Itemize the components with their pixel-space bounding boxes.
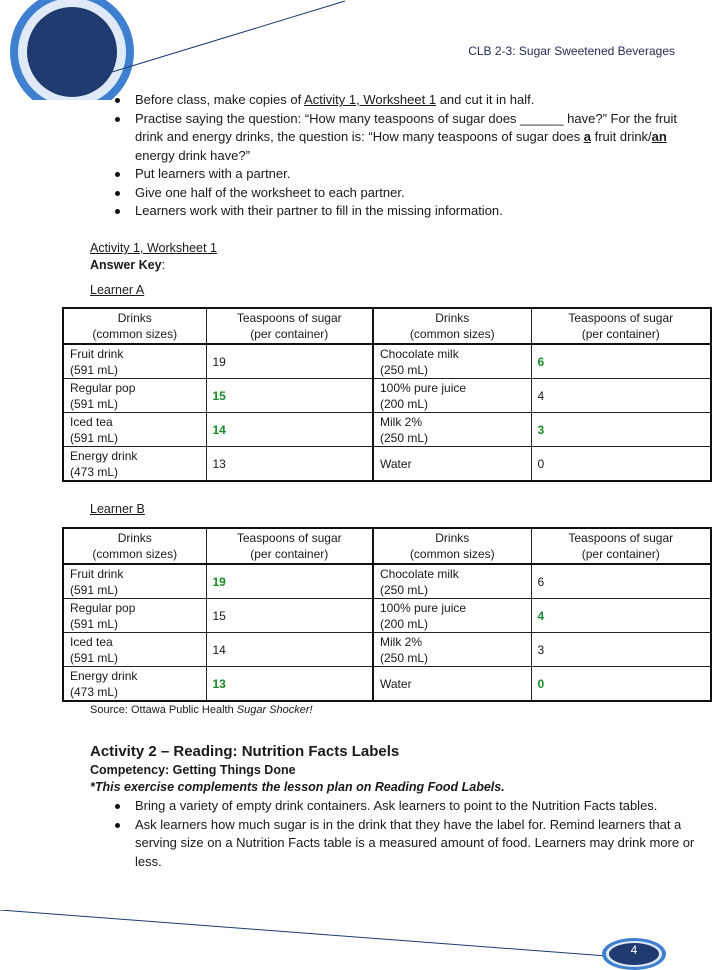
table-row: Regular pop (591 mL) 15 100% pure juice (200 mL) 4 — [63, 379, 711, 413]
list-item: Bring a variety of empty drink containers. Ask learners to point to the Nutrition Facts tables. — [112, 797, 702, 816]
sugar-value: 3 — [531, 633, 711, 667]
table-row: Iced tea (591 mL) 14 Milk 2% (250 mL) 3 — [63, 633, 711, 667]
activity1-title: Activity 1, Worksheet 1 — [90, 241, 217, 255]
source-citation: Source: Ottawa Public Health Sugar Shocker! — [90, 704, 313, 716]
lesson-note: *This exercise complements the lesson plan on Reading Food Labels. — [90, 780, 505, 794]
table-row: Energy drink (473 mL) 13 Water 0 — [63, 447, 711, 482]
activity2-title: Activity 2 – Reading: Nutrition Facts Labels — [90, 743, 400, 760]
learner-b-label: Learner B — [90, 502, 145, 516]
table-row: Energy drink (473 mL) 13 Water 0 — [63, 667, 711, 702]
table-row: Fruit drink (591 mL) 19 Chocolate milk (250 mL) 6 — [63, 344, 711, 379]
learner-a-table — [62, 307, 712, 482]
header-title: CLB 2-3: Sugar Sweetened Beverages — [468, 44, 675, 58]
col-header-teaspoons: Teaspoons of sugar (per container) — [531, 308, 711, 344]
answer-key-label: Answer Key — [90, 258, 162, 272]
sugar-answer: 14 — [206, 413, 373, 447]
sugar-answer: 13 — [206, 667, 373, 702]
col-header-teaspoons: Teaspoons of sugar (per container) — [206, 528, 373, 564]
activity2-list — [112, 797, 702, 871]
col-header-drinks: Drinks (common sizes) — [373, 308, 531, 344]
sugar-value: 19 — [206, 344, 373, 379]
table-row: Regular pop (591 mL) 15 100% pure juice (200 mL) 4 — [63, 599, 711, 633]
learner-a-label: Learner A — [90, 283, 145, 297]
col-header-teaspoons: Teaspoons of sugar (per container) — [206, 308, 373, 344]
col-header-teaspoons: Teaspoons of sugar (per container) — [531, 528, 711, 564]
intro-instructions-list — [112, 91, 682, 221]
activity1-heading: Activity 1, Worksheet 1 Answer Key: — [90, 241, 217, 272]
table-row: Iced tea (591 mL) 14 Milk 2% (250 mL) 3 — [63, 413, 711, 447]
footer-decoration — [0, 910, 713, 970]
sugar-answer: 0 — [531, 667, 711, 702]
sugar-value: 14 — [206, 633, 373, 667]
list-item: Give one half of the worksheet to each partner. — [112, 184, 682, 203]
sugar-value: 13 — [206, 447, 373, 482]
competency-label: Competency: Getting Things Done — [90, 763, 296, 777]
sugar-value: 6 — [531, 564, 711, 599]
list-item: Before class, make copies of Activity 1, Worksheet 1 and cut it in half. — [112, 91, 682, 110]
corner-decoration — [0, 0, 360, 100]
page-number: 4 — [630, 943, 638, 957]
sugar-value: 15 — [206, 599, 373, 633]
table-row: Fruit drink (591 mL) 19 Chocolate milk (250 mL) 6 — [63, 564, 711, 599]
list-item: Ask learners how much sugar is in the drink that they have the label for. Remind learners that a serving size on a Nutrition Facts table is a measured amount of food. Learners may drink more or less. — [112, 816, 702, 872]
sugar-answer: 6 — [531, 344, 711, 379]
col-header-drinks: Drinks (common sizes) — [63, 528, 206, 564]
col-header-drinks: Drinks (common sizes) — [373, 528, 531, 564]
learner-b-table — [62, 527, 712, 702]
col-header-drinks: Drinks (common sizes) — [63, 308, 206, 344]
sugar-answer: 3 — [531, 413, 711, 447]
sugar-value: 0 — [531, 447, 711, 482]
sugar-answer: 15 — [206, 379, 373, 413]
list-item: Practise saying the question: “How many teaspoons of sugar does ______ have?” For the fruit drink and energy drinks, the question is: “How many teaspoons of sugar does a fruit drink/an energy drink have?” — [112, 110, 682, 166]
activity2-section — [90, 742, 695, 871]
list-item: Learners work with their partner to fill in the missing information. — [112, 202, 682, 221]
sugar-value: 4 — [531, 379, 711, 413]
sugar-answer: 19 — [206, 564, 373, 599]
sugar-answer: 4 — [531, 599, 711, 633]
list-item: Put learners with a partner. — [112, 165, 682, 184]
